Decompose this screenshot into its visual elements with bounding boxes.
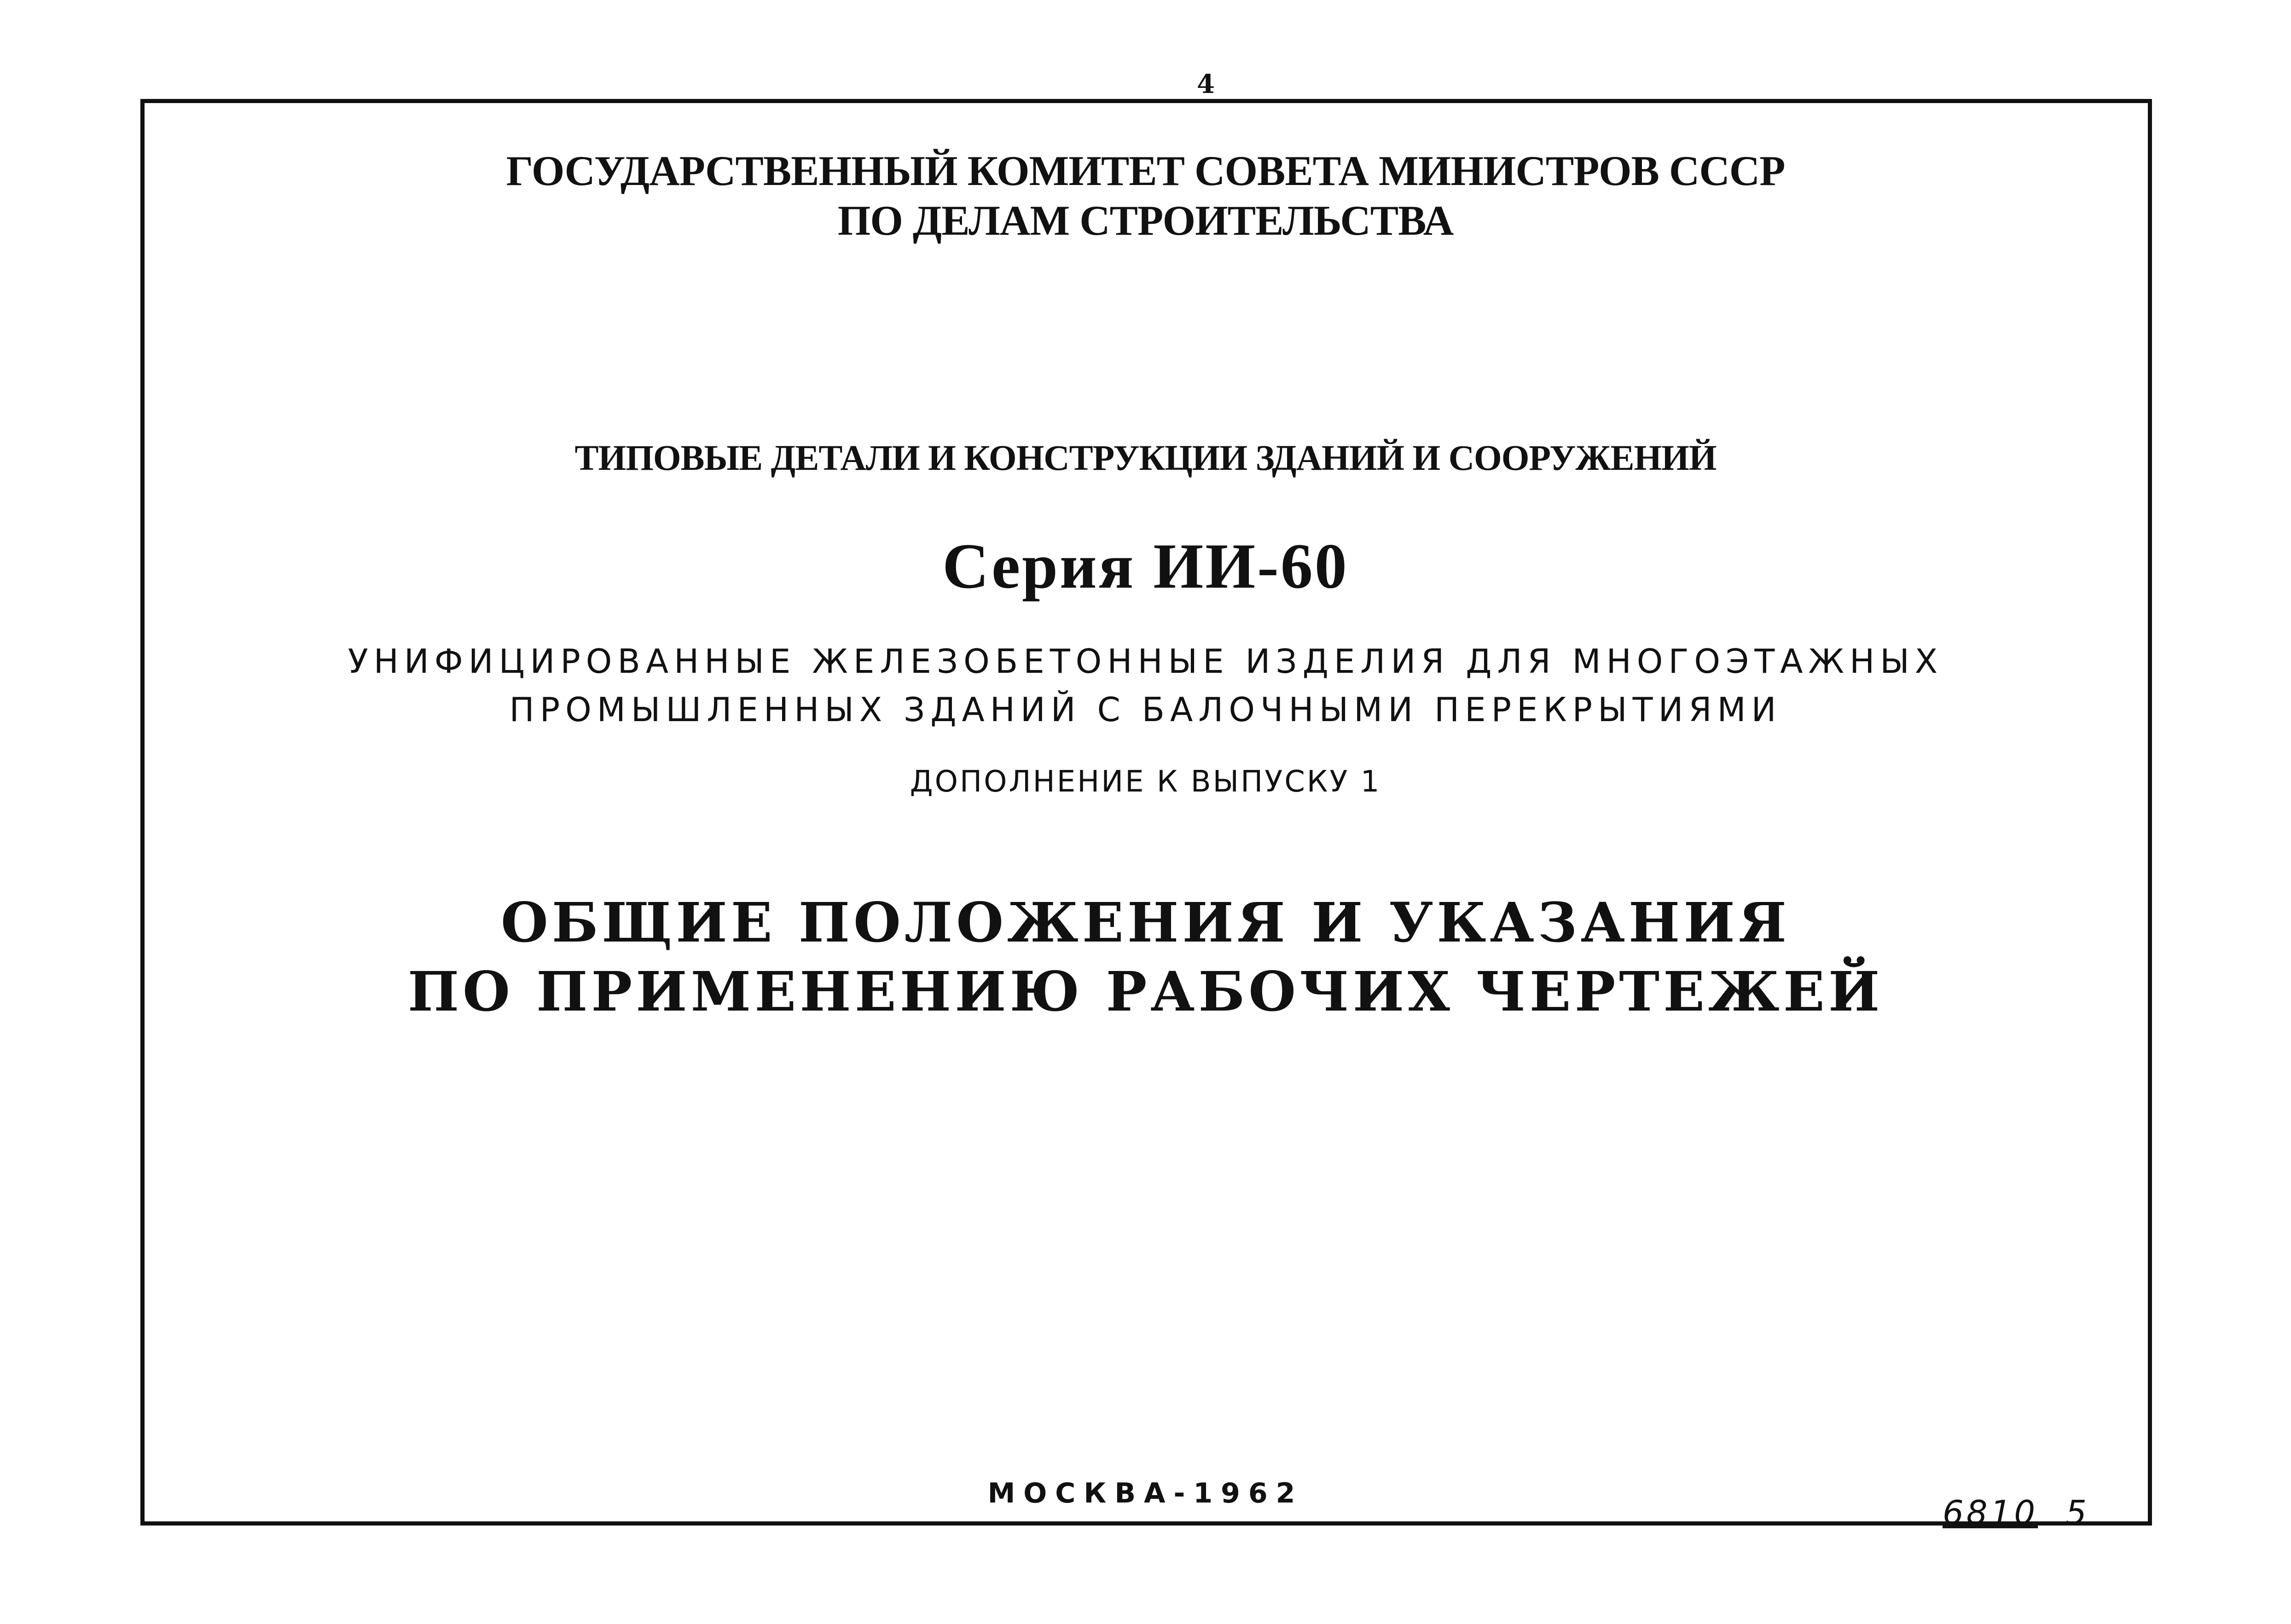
series-title: Серия ИИ-60 bbox=[942, 531, 1349, 602]
supplement-label: ДОПОЛНЕНИЕ К ВЫПУСКУ 1 bbox=[910, 765, 1381, 799]
subtitle-line-1: УНИФИЦИРОВАННЫЕ ЖЕЛЕЗОБЕТОННЫЕ ИЗДЕЛИЯ ДЛЯ МНОГОЭТАЖНЫХ bbox=[348, 642, 1943, 681]
agency-name-line-1: ГОСУДАРСТВЕННЫЙ КОМИТЕТ СОВЕТА МИНИСТРОВ СССР bbox=[506, 147, 1785, 194]
series-heading: ТИПОВЫЕ ДЕТАЛИ И КОНСТРУКЦИИ ЗДАНИЙ И СООРУЖЕНИЙ bbox=[574, 438, 1717, 478]
document-title-line-2: ПО ПРИМЕНЕНИЮ РАБОЧИХ ЧЕРТЕЖЕЙ bbox=[407, 959, 1884, 1023]
page-frame bbox=[140, 99, 2152, 1526]
agency-name-line-2: ПО ДЕЛАМ СТРОИТЕЛЬСТВА bbox=[837, 197, 1454, 244]
stamp-number: 6810 bbox=[1943, 1493, 2038, 1532]
page-number: 4 bbox=[1197, 69, 1215, 99]
place-and-year: МОСКВА-1962 bbox=[987, 1477, 1304, 1509]
subtitle-line-2: ПРОМЫШЛЕННЫХ ЗДАНИЙ С БАЛОЧНЫМИ ПЕРЕКРЫТИЯМИ bbox=[509, 690, 1782, 729]
document-title-line-1: ОБЩИЕ ПОЛОЖЕНИЯ И УКАЗАНИЯ bbox=[501, 890, 1790, 954]
stamp-sheet: 5 bbox=[2065, 1493, 2090, 1532]
archive-stamp bbox=[1943, 1493, 2089, 1532]
